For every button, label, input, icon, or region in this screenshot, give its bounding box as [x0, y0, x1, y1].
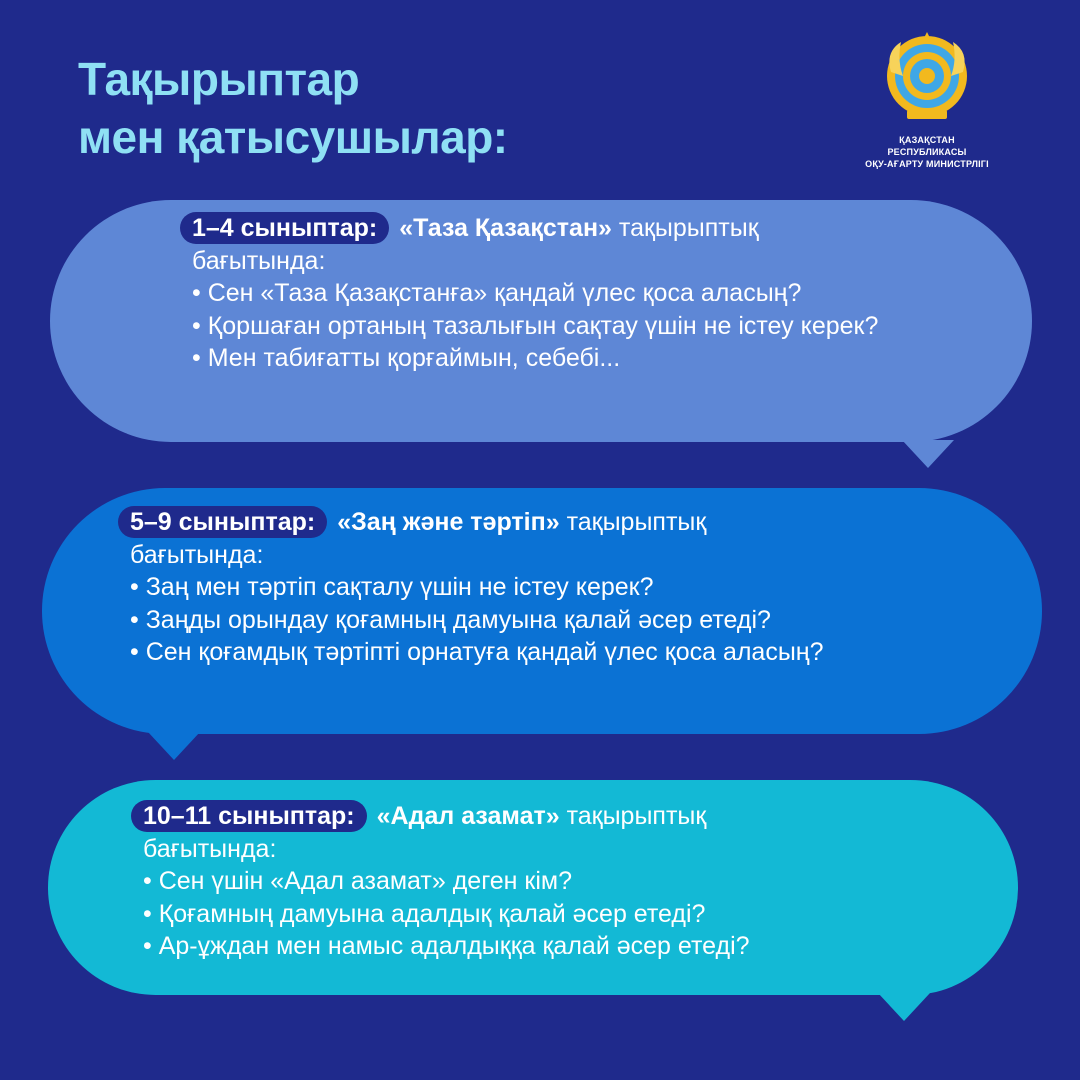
state-emblem-icon: [883, 32, 971, 128]
bubble-tail: [878, 993, 930, 1021]
ministry-name-line-1: ҚАЗАҚСТАН РЕСПУБЛИКАСЫ: [887, 135, 967, 157]
bubble-content: [192, 212, 1022, 375]
topic-suffix: тақырыптық: [566, 802, 707, 830]
topic-name: «Адал азамат»: [376, 802, 560, 830]
page-title-line-1: Тақырыптар: [78, 53, 360, 105]
grades-badge: 5–9 сыныптар:: [118, 506, 327, 538]
ministry-name: [862, 134, 992, 170]
bubble-heading: [130, 506, 1030, 539]
page-title-line-2: мен қатысушылар:: [78, 111, 508, 163]
topic-direction: бағытында:: [143, 834, 277, 863]
speech-bubble-grades-1-4: [50, 200, 1032, 442]
ministry-emblem: [862, 32, 992, 172]
topic-name: «Заң және тәртіп»: [337, 508, 560, 536]
bubble-content: [130, 506, 1030, 669]
question-item: • Ар-ұждан мен намыс адалдыққа қалай әсер етеді?: [143, 932, 750, 960]
ministry-name-line-2: ОҚУ-АҒАРТУ МИНИСТРЛІГІ: [865, 159, 989, 169]
question-item: • Сен үшін «Адал азамат» деген кім?: [143, 867, 573, 895]
topic-direction: бағытында:: [130, 540, 264, 569]
topic-suffix: тақырыптық: [618, 214, 759, 242]
page-title: [78, 50, 508, 166]
question-item: • Қоғамның дамуына адалдық қалай әсер етеді?: [143, 899, 706, 928]
bubble-tail: [902, 440, 954, 468]
question-item: • Сен қоғамдық тәртіпті орнатуға қандай үлес қоса аласың?: [130, 638, 824, 666]
bubble-heading: [192, 212, 1022, 245]
topic-direction: бағытында:: [192, 246, 326, 275]
grades-badge: 10–11 сыныптар:: [131, 800, 367, 832]
bubble-heading: [143, 800, 993, 833]
question-item: • Мен табиғатты қорғаймын, себебі...: [192, 344, 621, 372]
bubble-content: [143, 800, 993, 963]
question-item: • Заң мен тәртіп сақталу үшін не істеу керек?: [130, 573, 654, 601]
question-item: • Сен «Таза Қазақстанға» қандай үлес қоса аласың?: [192, 279, 802, 307]
speech-bubble-grades-10-11: [48, 780, 1018, 995]
bubble-tail: [148, 732, 200, 760]
grades-badge: 1–4 сыныптар:: [180, 212, 389, 244]
topic-suffix: тақырыптық: [566, 508, 707, 536]
speech-bubble-grades-5-9: [42, 488, 1042, 734]
question-item: • Қоршаған ортаның тазалығын сақтау үшін не істеу керек?: [192, 311, 879, 340]
question-item: • Заңды орындау қоғамның дамуына қалай әсер етеді?: [130, 605, 771, 634]
topic-name: «Таза Қазақстан»: [399, 214, 612, 242]
